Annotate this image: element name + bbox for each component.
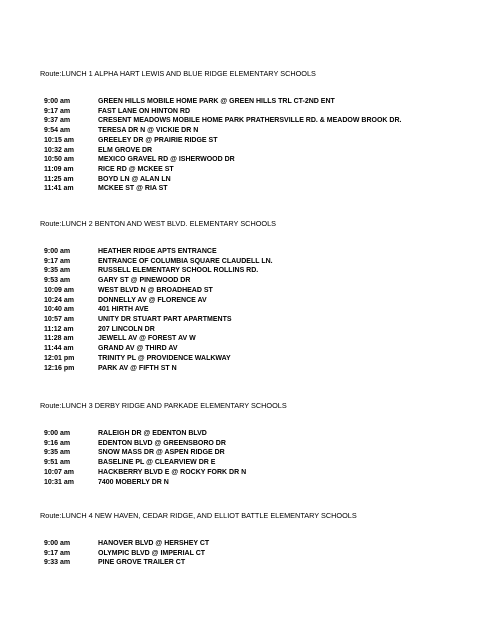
stop-list — [0, 247, 487, 373]
stop-row — [0, 325, 487, 335]
stop-location: RALEIGH DR @ EDENTON BLVD — [98, 430, 207, 437]
stop-row — [0, 344, 487, 354]
stop-location: GARY ST @ PINEWOOD DR — [98, 277, 191, 285]
stop-row — [0, 286, 487, 296]
stop-location: 401 HIRTH AVE — [98, 306, 149, 314]
stop-time: 11:25 am — [44, 175, 74, 183]
stop-time: 9:17 am — [44, 549, 71, 557]
stop-row — [0, 136, 487, 146]
stop-row — [0, 116, 487, 126]
stop-row — [0, 439, 487, 449]
stop-location: GREELEY DR @ PRAIRIE RIDGE ST — [98, 136, 218, 144]
stop-time: 11:41 am — [44, 185, 74, 193]
stop-row — [0, 175, 487, 185]
stop-location: ELM GROVE DR — [98, 146, 153, 154]
stop-location: JEWELL AV @ FOREST AV W — [98, 335, 196, 343]
stop-time: 9:16 am — [44, 439, 71, 447]
stop-location: DONNELLY AV @ FLORENCE AV — [98, 296, 207, 304]
stop-row — [0, 468, 487, 478]
stop-time: 10:50 am — [44, 156, 74, 164]
stop-location: ENTRANCE OF COLUMBIA SQUARE CLAUDELL LN. — [98, 257, 273, 265]
stop-row — [0, 334, 487, 344]
stop-row — [0, 315, 487, 325]
stop-location: GRAND AV @ THIRD AV — [98, 345, 178, 353]
stop-location: HANOVER BLVD @ HERSHEY CT — [98, 540, 210, 547]
stop-location: MEXICO GRAVEL RD @ ISHERWOOD DR — [98, 156, 235, 164]
stop-row — [0, 257, 487, 267]
stop-row — [0, 458, 487, 468]
route-title: Route:LUNCH 4 NEW HAVEN, CEDAR RIDGE, AND ELLIOT BATTLE ELEMENTARY SCHOOLS — [40, 511, 357, 520]
stop-row — [0, 539, 487, 549]
stop-time: 9:37 am — [44, 117, 71, 125]
stop-time: 10:57 am — [44, 316, 74, 324]
stop-location: GREEN HILLS MOBILE HOME PARK @ GREEN HILLS TRL CT-2ND ENT — [98, 98, 335, 105]
stop-list — [0, 539, 487, 568]
stop-time: 10:32 am — [44, 146, 74, 154]
stop-row — [0, 146, 487, 156]
stop-time: 11:12 am — [44, 325, 74, 333]
stop-location: SNOW MASS DR @ ASPEN RIDGE DR — [98, 449, 225, 457]
stop-time: 9:51 am — [44, 459, 71, 467]
stop-list — [0, 429, 487, 487]
route-title: Route:LUNCH 2 BENTON AND WEST BLVD. ELEMENTARY SCHOOLS — [40, 219, 277, 228]
stop-row — [0, 429, 487, 439]
stop-time: 10:15 am — [44, 136, 74, 144]
stop-time: 10:07 am — [44, 468, 74, 476]
stop-location: PINE GROVE TRAILER CT — [98, 559, 186, 567]
stop-time: 12:01 pm — [44, 354, 75, 362]
stop-location: TRINITY PL @ PROVIDENCE WALKWAY — [98, 354, 231, 362]
stop-location: BASELINE PL @ CLEARVIEW DR E — [98, 459, 216, 467]
stop-row — [0, 276, 487, 286]
stop-location: WEST BLVD N @ BROADHEAD ST — [98, 286, 213, 294]
stop-location: 207 LINCOLN DR — [98, 325, 155, 333]
stop-row — [0, 296, 487, 306]
route-title: Route:LUNCH 3 DERBY RIDGE AND PARKADE ELEMENTARY SCHOOLS — [40, 401, 287, 410]
stop-row — [0, 247, 487, 257]
route-title: Route:LUNCH 1 ALPHA HART LEWIS AND BLUE RIDGE ELEMENTARY SCHOOLS — [40, 69, 316, 78]
stop-time: 10:24 am — [44, 296, 74, 304]
stop-location: HEATHER RIDGE APTS ENTRANCE — [98, 248, 217, 255]
stop-time: 9:00 am — [44, 430, 71, 437]
stop-row — [0, 107, 487, 117]
stop-location: PARK AV @ FIFTH ST N — [98, 364, 177, 372]
stop-time: 11:44 am — [44, 345, 74, 353]
stop-time: 9:17 am — [44, 257, 71, 265]
stop-time: 9:54 am — [44, 127, 71, 135]
stop-row — [0, 266, 487, 276]
stop-location: BOYD LN @ ALAN LN — [98, 175, 171, 183]
stop-location: RICE RD @ MCKEE ST — [98, 166, 174, 174]
stop-time: 9:00 am — [44, 540, 71, 547]
stop-time: 9:35 am — [44, 449, 71, 457]
stop-location: MCKEE ST @ RIA ST — [98, 185, 168, 193]
stop-location: 7400 MOBERLY DR N — [98, 478, 169, 486]
stop-location: OLYMPIC BLVD @ IMPERIAL CT — [98, 549, 206, 557]
stop-time: 9:00 am — [44, 98, 71, 105]
stop-row — [0, 549, 487, 559]
stop-row — [0, 305, 487, 315]
stop-location: EDENTON BLVD @ GREENSBORO DR — [98, 439, 226, 447]
stop-list — [0, 97, 487, 194]
stop-time: 12:16 pm — [44, 364, 75, 372]
stop-time: 9:33 am — [44, 559, 71, 567]
stop-location: FAST LANE ON HINTON RD — [98, 107, 191, 115]
stop-time: 9:53 am — [44, 277, 71, 285]
stop-time: 11:09 am — [44, 166, 74, 174]
stop-row — [0, 126, 487, 136]
stop-time: 9:35 am — [44, 267, 71, 275]
stop-location: TERESA DR N @ VICKIE DR N — [98, 127, 199, 135]
stop-time: 10:40 am — [44, 306, 74, 314]
stop-location: RUSSELL ELEMENTARY SCHOOL ROLLINS RD. — [98, 267, 259, 275]
stop-row — [0, 354, 487, 364]
stop-row — [0, 478, 487, 488]
stop-row — [0, 184, 487, 194]
stop-location: CRESENT MEADOWS MOBILE HOME PARK PRATHERSVILLE RD. & MEADOW BROOK DR. — [98, 117, 402, 125]
stop-row — [0, 364, 487, 374]
stop-row — [0, 155, 487, 165]
stop-row — [0, 558, 487, 568]
stop-time: 9:17 am — [44, 107, 71, 115]
stop-time: 9:00 am — [44, 248, 71, 255]
stop-row — [0, 448, 487, 458]
stop-time: 10:09 am — [44, 286, 74, 294]
stop-time: 10:31 am — [44, 478, 74, 486]
stop-location: UNITY DR STUART PART APARTMENTS — [98, 316, 232, 324]
stop-time: 11:28 am — [44, 335, 74, 343]
stop-row — [0, 97, 487, 107]
stop-location: HACKBERRY BLVD E @ ROCKY FORK DR N — [98, 468, 247, 476]
stop-row — [0, 165, 487, 175]
